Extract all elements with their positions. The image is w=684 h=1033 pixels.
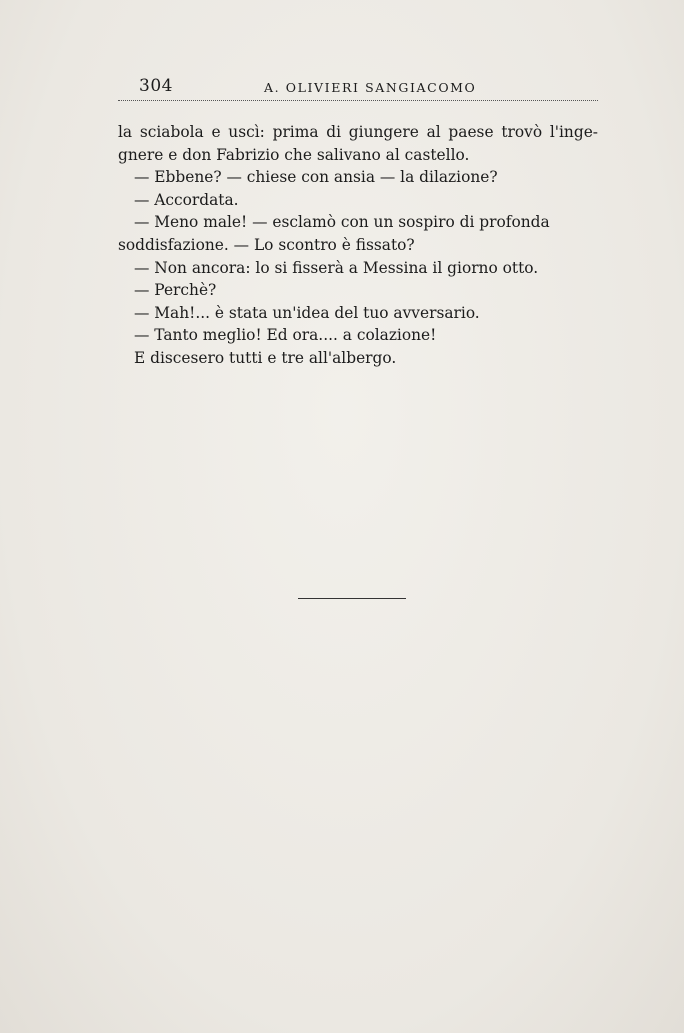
text-line: — Tanto meglio! Ed ora.... a colazione! (134, 326, 437, 345)
text-line: E discesero tutti e tre all'albergo. (134, 348, 397, 367)
text-line: soddisfazione. — Lo scontro è fissato? (118, 235, 415, 254)
text-line: la sciabola e uscì: prima di giungere al paese trovò l'inge- (118, 123, 598, 141)
text-line: — Mah!... è stata un'idea del tuo avversario. (134, 303, 480, 322)
text-line: — Ebbene? — chiese con ansia — la dilazione? (134, 168, 498, 187)
running-head: A. OLIVIERI SANGIACOMO (264, 80, 477, 95)
text-line: — Perchè? (134, 281, 217, 300)
text-line: — Meno male! — esclamò con un sospiro di profonda (134, 213, 550, 232)
page-header (118, 72, 598, 102)
text-line: — Non ancora: lo si fisserà a Messina il giorno otto. (134, 258, 539, 277)
header-dotted-rule (118, 100, 598, 101)
body-text (118, 121, 598, 370)
page-number: 304 (139, 76, 173, 96)
text-line: — Accordata. (134, 190, 239, 209)
text-line: gnere e don Fabrizio che salivano al castello. (118, 145, 470, 164)
chapter-end-rule (298, 598, 406, 599)
